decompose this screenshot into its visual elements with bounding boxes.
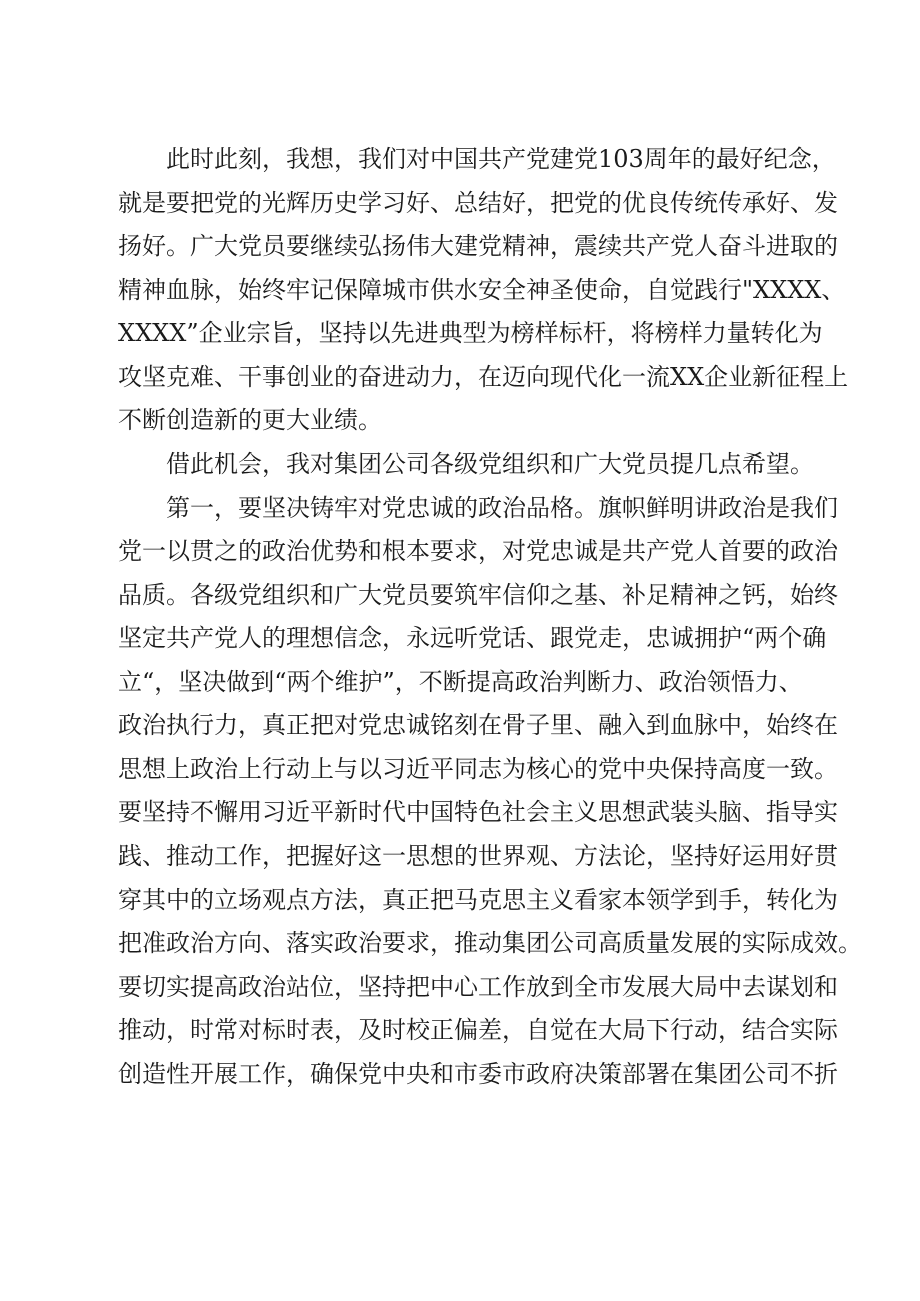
paragraph-1-line: 扬好。广大党员要继续弘扬伟大建党精神，震续共产党人奋斗进取的 bbox=[118, 232, 838, 261]
paragraph-3-line: 要坚持不懈用习近平新时代中国特色社会主义思想武装头脑、指导实 bbox=[118, 798, 838, 827]
paragraph-3-line: 践、推动工作，把握好这一思想的世界观、方法论，坚持好运用好贯 bbox=[118, 842, 838, 870]
paragraph-3-line: 思想上政治上行动上与以习近平同志为核心的党中央保持高度一致。 bbox=[118, 754, 838, 783]
paragraph-1-line: XXXX”企业宗旨，坚持以先进典型为榜样标杆，将榜样力量转化为 bbox=[118, 319, 823, 348]
document-page bbox=[118, 138, 862, 1096]
paragraph-2-line: 借此机会，我对集团公司各级党组织和广大党员提几点希望。 bbox=[166, 449, 814, 478]
paragraph-1-line: 不断创造新的更大业绩。 bbox=[118, 406, 382, 435]
paragraph-3-line: 第一，要坚决铸牢对党忠诚的政治品格。旗帜鲜明讲政治是我们 bbox=[166, 493, 838, 522]
paragraph-1-line: 精神血脉，始终牢记保障城市供水安全神圣使命，自觉践行"XXXX、 bbox=[118, 275, 846, 304]
paragraph-3-line: 立“，坚决做到“两个维护”，不断提高政治判断力、政治领悟力、 bbox=[118, 667, 803, 696]
paragraph-3-line: 把准政治方向、落实政治要求，推动集团公司高质量发展的实际成效。 bbox=[118, 929, 862, 958]
paragraph-1-line: 就是要把党的光辉历史学习好、总结好，把党的优良传统传承好、发 bbox=[118, 188, 838, 217]
paragraph-1-line: 攻坚克难、干事创业的奋进动力，在迈向现代化一流XX企业新征程上 bbox=[118, 362, 849, 391]
paragraph-3-line: 穿其中的立场观点方法，真正把马克思主义看家本领学到手，转化为 bbox=[118, 885, 838, 914]
paragraph-1-line: 此时此刻，我想，我们对中国共产党建党103周年的最好纪念， bbox=[166, 145, 836, 173]
paragraph-3-line: 推动，时常对标时表，及时校正偏差，自觉在大局下行动，结合实际 bbox=[118, 1016, 838, 1045]
paragraph-3-line: 要切实提高政治站位，坚持把中心工作放到全市发展大局中去谋划和 bbox=[118, 972, 838, 1001]
paragraph-3-line: 党一以贯之的政治优势和根本要求，对党忠诚是共产党人首要的政治 bbox=[118, 537, 838, 566]
paragraph-3-line: 政治执行力，真正把对党忠诚铭刻在骨子里、融入到血脉中，始终在 bbox=[118, 711, 838, 740]
paragraph-3-line: 坚定共产党人的理想信念，永远听党话、跟党走，忠诚拥护“两个确 bbox=[118, 624, 827, 653]
paragraph-3-line: 创造性开展工作，确保党中央和市委市政府决策部署在集团公司不折 bbox=[118, 1059, 838, 1088]
paragraph-3-line: 品质。各级党组织和广大党员要筑牢信仰之基、补足精神之钙，始终 bbox=[118, 580, 838, 609]
